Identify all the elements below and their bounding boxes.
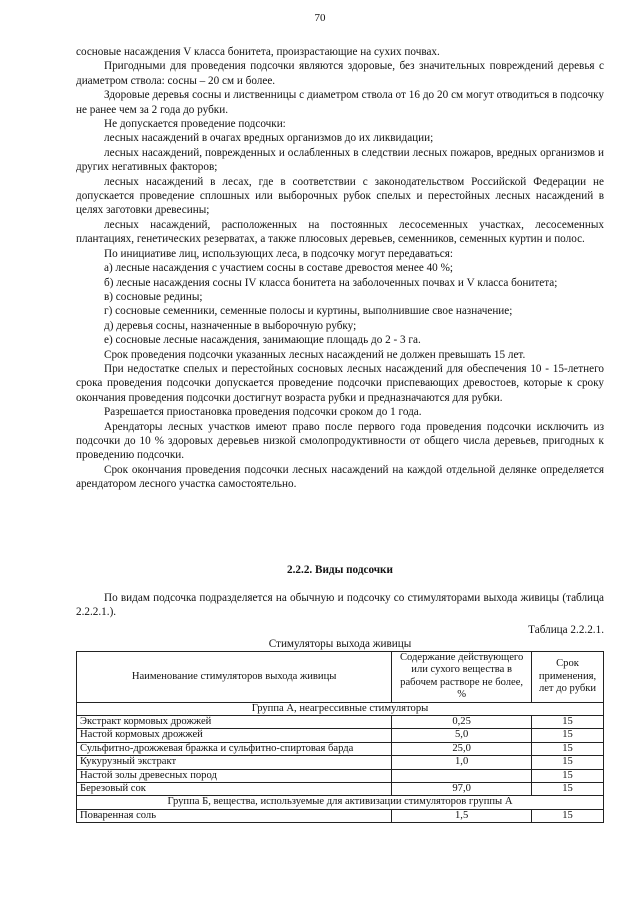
paragraph: сосновые насаждения V класса бонитета, произрастающие на сухих почвах. <box>76 46 440 58</box>
paragraph: лесных насаждений в очагах вредных организмов до их ликвидации; <box>104 132 434 145</box>
paragraph: д) деревья сосны, назначенные в выборочную рубку; <box>104 319 357 332</box>
content-value: 1,5 <box>392 809 532 822</box>
paragraph: лесных насаждений, поврежденных и ослабленных в следствии лесных пожаров, вредных организмов и других негативных факторов; <box>76 146 604 174</box>
paragraph: Здоровые деревья сосны и лиственницы с диаметром ствола от 16 до 20 см могут отводиться в подсочку не ранее чем за 2 года до рубки. <box>76 89 604 116</box>
group-b-label: Группа Б, вещества, используемые для активизации стимуляторов группы А <box>77 796 604 809</box>
stimulator-name: Сульфитно-дрожжевая бражка и сульфитно-спиртовая барда <box>77 742 392 755</box>
paragraph: б) лесные насаждения сосны IV класса бонитета на заболоченных почвах и V класса бонитета; <box>104 276 558 289</box>
stimulator-name: Экстракт кормовых дрожжей <box>77 716 392 729</box>
table-row <box>77 809 604 822</box>
stimulator-name: Березовый сок <box>77 783 392 796</box>
table-row <box>77 769 604 782</box>
group-row <box>77 796 604 809</box>
table-row <box>77 729 604 742</box>
paragraph: По инициативе лиц, использующих леса, в подсочку могут передаваться: <box>104 247 453 260</box>
table-row <box>77 783 604 796</box>
term-value: 15 <box>532 783 604 796</box>
stimulators-table <box>76 651 604 823</box>
term-value: 15 <box>532 756 604 769</box>
paragraph: Не допускается проведение подсочки: <box>104 118 286 131</box>
table-header-row <box>77 652 604 703</box>
column-header-term: Срок применения, лет до рубки <box>532 652 604 703</box>
paragraph: е) сосновые лесные насаждения, занимающие площадь до 2 - 3 га. <box>104 334 421 347</box>
table-row <box>77 756 604 769</box>
content-value: 5,0 <box>392 729 532 742</box>
term-value: 15 <box>532 809 604 822</box>
column-header-name: Наименование стимуляторов выхода живицы <box>77 652 392 703</box>
paragraph: в) сосновые редины; <box>104 290 203 303</box>
section-intro <box>76 591 604 620</box>
table-row <box>77 742 604 755</box>
term-value: 15 <box>532 729 604 742</box>
content-value <box>392 769 532 782</box>
stimulator-name: Кукурузный экстракт <box>77 756 392 769</box>
paragraph: а) лесные насаждения с участием сосны в составе древостоя менее 40 %; <box>104 262 453 275</box>
paragraph: Срок окончания проведения подсочки лесных насаждений на каждой отдельной делянке определяется арендатором лесного участка самостоятельно. <box>76 463 604 491</box>
paragraph: лесных насаждений в лесах, где в соответствии с законодательством Российской Федерации не допускается проведение сплошных или выборочных рубок спелых и перестойных лесных насаждений в целях заготовки древесины; <box>76 175 604 217</box>
content-value: 1,0 <box>392 756 532 769</box>
paragraph: Срок проведения подсочки указанных лесных насаждений не должен превышать 15 лет. <box>104 348 526 361</box>
term-value: 15 <box>532 716 604 729</box>
paragraph: г) сосновые семенники, семенные полосы и куртины, выполнившие свое назначение; <box>104 305 513 318</box>
paragraph: При недостатке спелых и перестойных сосновых лесных насаждений для обеспечения 10 - 15-летнего срока проведения подсочки допускается проведение подсочки приспевающих древостоев, которые к сроку окончания проведения подсочки достигнут возраста рубки и предназначаются для рубки. <box>76 362 604 404</box>
paragraph: лесных насаждений, расположенных на постоянных лесосеменных участках, лесосеменных плантациях, генетических резерватах, а также плюсовых деревьев, семенников, семенных куртин и полос. <box>76 218 604 246</box>
stimulator-name: Настой кормовых дрожжей <box>77 729 392 742</box>
content-value: 97,0 <box>392 783 532 796</box>
content-value: 25,0 <box>392 742 532 755</box>
group-row <box>77 702 604 715</box>
paragraph: Разрешается приостановка проведения подсочки сроком до 1 года. <box>104 406 422 419</box>
paragraph: По видам подсочка подразделяется на обычную и подсочку со стимуляторами выхода живицы (таблица 2.2.2.1.). <box>76 592 604 619</box>
body-text <box>76 45 604 492</box>
stimulator-name: Настой золы древесных пород <box>77 769 392 782</box>
page-number: 70 <box>314 12 326 24</box>
term-value: 15 <box>532 742 604 755</box>
group-a-label: Группа А, неагрессивные стимуляторы <box>77 702 604 715</box>
column-header-content: Содержание действующего или сухого вещества в рабочем растворе не более, % <box>392 652 532 703</box>
paragraph: Пригодными для проведения подсочки являются здоровые, без значительных повреждений деревья с диаметром ствола: сосны – 20 см и более. <box>76 60 604 87</box>
table-row <box>77 716 604 729</box>
stimulator-name: Поваренная соль <box>77 809 392 822</box>
content-value: 0,25 <box>392 716 532 729</box>
term-value: 15 <box>532 769 604 782</box>
paragraph: Арендаторы лесных участков имеют право после первого года проведения подсочки исключить из подсочки до 10 % здоровых деревьев низкой смолопродуктивности от общего числа деревьев, пригодных к проведению подсочки. <box>76 420 604 462</box>
table-number: Таблица 2.2.2.1. <box>528 624 604 636</box>
section-heading: 2.2.2. Виды подсочки <box>287 564 393 576</box>
table-caption: Стимуляторы выхода живицы <box>268 638 412 650</box>
